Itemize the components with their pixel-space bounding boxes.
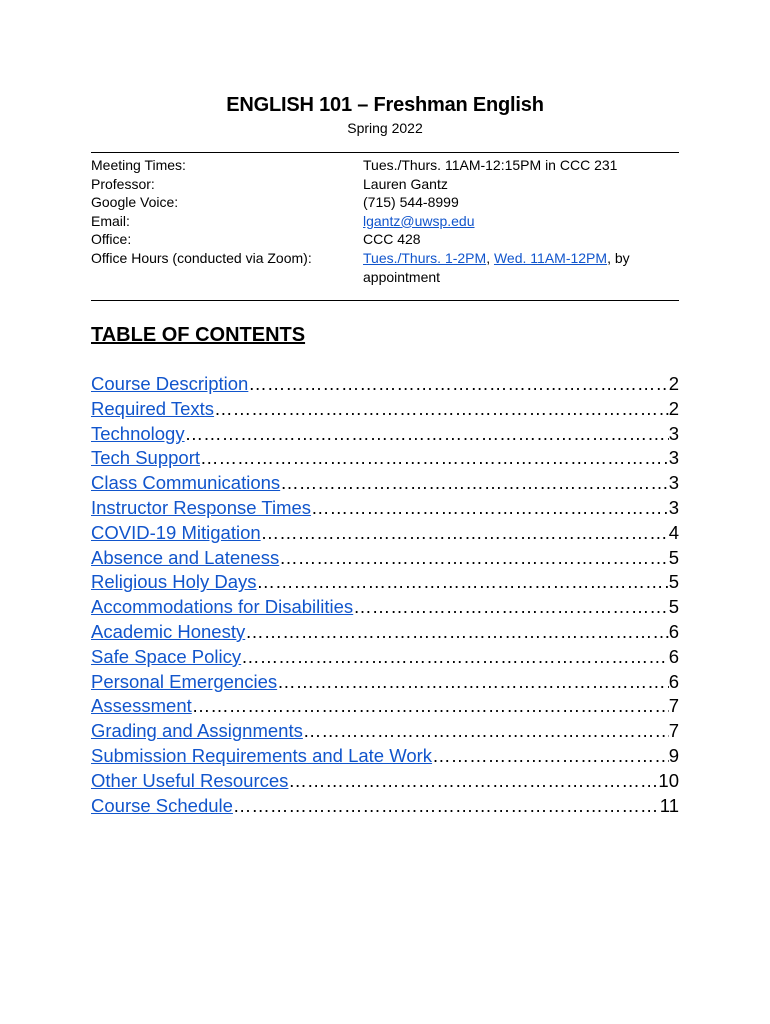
- toc-entry: [91, 595, 679, 620]
- info-row-voice: [91, 193, 679, 212]
- toc-page-number: 6: [668, 645, 679, 667]
- office-hours-separator: ,: [486, 249, 494, 266]
- toc-leader-dots: [277, 670, 669, 695]
- info-row-email: [91, 212, 679, 231]
- toc-leader-dots: [432, 744, 669, 769]
- toc-link[interactable]: Course Schedule: [91, 794, 233, 816]
- toc-page-number: 5: [668, 546, 679, 568]
- office-hours-suffix: , by: [607, 249, 630, 266]
- toc-link[interactable]: Safe Space Policy: [91, 645, 242, 667]
- toc-link[interactable]: Tech Support: [91, 447, 201, 469]
- toc-leader-dots: [288, 769, 658, 794]
- toc-link[interactable]: COVID-19 Mitigation: [91, 521, 261, 543]
- toc-page-number: 3: [668, 496, 679, 518]
- toc-entry: [91, 620, 679, 645]
- office-value: CCC 428: [363, 231, 421, 248]
- toc-link[interactable]: Technology: [91, 422, 185, 444]
- toc-leader-dots: [241, 645, 669, 670]
- term-subtitle: Spring 2022: [347, 120, 423, 136]
- toc-leader-dots: [279, 546, 668, 571]
- office-hours-link-wed[interactable]: Wed. 11AM-12PM: [493, 249, 608, 266]
- top-divider: [91, 152, 679, 153]
- toc-link[interactable]: Accommodations for Disabilities: [91, 596, 354, 618]
- toc-page-number: 7: [668, 695, 679, 717]
- toc-entry: [91, 670, 679, 695]
- toc-link[interactable]: Course Description: [91, 373, 249, 394]
- toc-leader-dots: [214, 397, 669, 422]
- info-row-meeting: [91, 156, 679, 175]
- toc-entry: [91, 422, 679, 447]
- meeting-value: Tues./Thurs. 11AM-12:15PM in CCC 231: [363, 157, 618, 173]
- toc-leader-dots: [353, 595, 669, 620]
- toc-leader-dots: [192, 694, 669, 719]
- toc-page-number: 9: [668, 744, 679, 766]
- toc-page-number: 11: [659, 794, 679, 816]
- toc-page-number: 5: [668, 596, 679, 618]
- office-hours-appointment: appointment: [363, 268, 441, 285]
- toc-link[interactable]: Other Useful Resources: [91, 769, 289, 791]
- course-info-table: [91, 156, 679, 286]
- office-hours-link-tues-thurs[interactable]: Tues./Thurs. 1-2PM: [363, 249, 487, 266]
- toc-leader-dots: [311, 496, 669, 521]
- toc-entry: [91, 794, 679, 819]
- toc-link[interactable]: Class Communications: [91, 472, 281, 494]
- toc-leader-dots: [233, 794, 660, 819]
- voice-label: Google Voice:: [91, 194, 179, 211]
- toc-link[interactable]: Academic Honesty: [91, 620, 246, 642]
- info-row-professor: [91, 175, 679, 194]
- office-hours-label: Office Hours (conducted via Zoom):: [91, 249, 312, 266]
- toc-entry: [91, 719, 679, 744]
- toc-link[interactable]: Absence and Lateness: [91, 546, 280, 568]
- toc-leader-dots: [261, 521, 669, 546]
- toc-page-number: 4: [668, 521, 679, 543]
- toc-leader-dots: [280, 471, 669, 496]
- toc-entry: [91, 372, 679, 397]
- bottom-divider: [91, 300, 679, 301]
- toc-link[interactable]: Personal Emergencies: [91, 670, 278, 692]
- office-label: Office:: [91, 231, 132, 248]
- toc-leader-dots: [200, 446, 669, 471]
- toc-entry: [91, 744, 679, 769]
- toc-heading: TABLE OF CONTENTS: [91, 324, 306, 346]
- toc-page-number: 2: [668, 373, 679, 394]
- toc-leader-dots: [248, 372, 668, 397]
- course-title: ENGLISH 101 – Freshman English: [226, 94, 544, 116]
- toc-page-number: 2: [668, 397, 679, 419]
- toc-leader-dots: [257, 570, 669, 595]
- toc-page-number: 6: [668, 620, 679, 642]
- info-row-office: [91, 230, 679, 249]
- office-hours-value: [363, 249, 679, 286]
- toc-entry: [91, 397, 679, 422]
- toc-link[interactable]: Assessment: [91, 695, 192, 717]
- professor-label: Professor:: [91, 175, 155, 192]
- toc-leader-dots: [185, 422, 669, 447]
- toc-page-number: 3: [668, 447, 679, 469]
- toc-entry: [91, 694, 679, 719]
- email-label: Email:: [91, 212, 130, 229]
- toc-entry: [91, 521, 679, 546]
- toc-entry: [91, 496, 679, 521]
- toc-page-number: 5: [668, 571, 679, 593]
- toc-entry: [91, 570, 679, 595]
- toc-entry: [91, 546, 679, 571]
- toc-link[interactable]: Grading and Assignments: [91, 720, 303, 742]
- meeting-label: Meeting Times:: [91, 157, 186, 173]
- voice-value: (715) 544-8999: [363, 194, 459, 211]
- toc-leader-dots: [303, 719, 669, 744]
- toc-page-number: 3: [668, 472, 679, 494]
- email-link[interactable]: lgantz@uwsp.edu: [363, 212, 475, 229]
- toc-entry: [91, 769, 679, 794]
- toc-page-number: 6: [668, 670, 679, 692]
- toc-page-number: 3: [668, 422, 679, 444]
- toc-page-number: 7: [668, 720, 679, 742]
- table-of-contents: [91, 372, 679, 818]
- toc-link[interactable]: Required Texts: [91, 397, 215, 419]
- toc-entry: [91, 645, 679, 670]
- toc-link[interactable]: Instructor Response Times: [91, 496, 312, 518]
- toc-link[interactable]: Religious Holy Days: [91, 571, 257, 593]
- info-row-hours: [91, 249, 679, 286]
- toc-entry: [91, 471, 679, 496]
- professor-value: Lauren Gantz: [363, 175, 448, 192]
- toc-leader-dots: [245, 620, 668, 645]
- toc-page-number: 10: [658, 769, 679, 791]
- toc-entry: [91, 446, 679, 471]
- toc-link[interactable]: Submission Requirements and Late Work: [91, 744, 433, 766]
